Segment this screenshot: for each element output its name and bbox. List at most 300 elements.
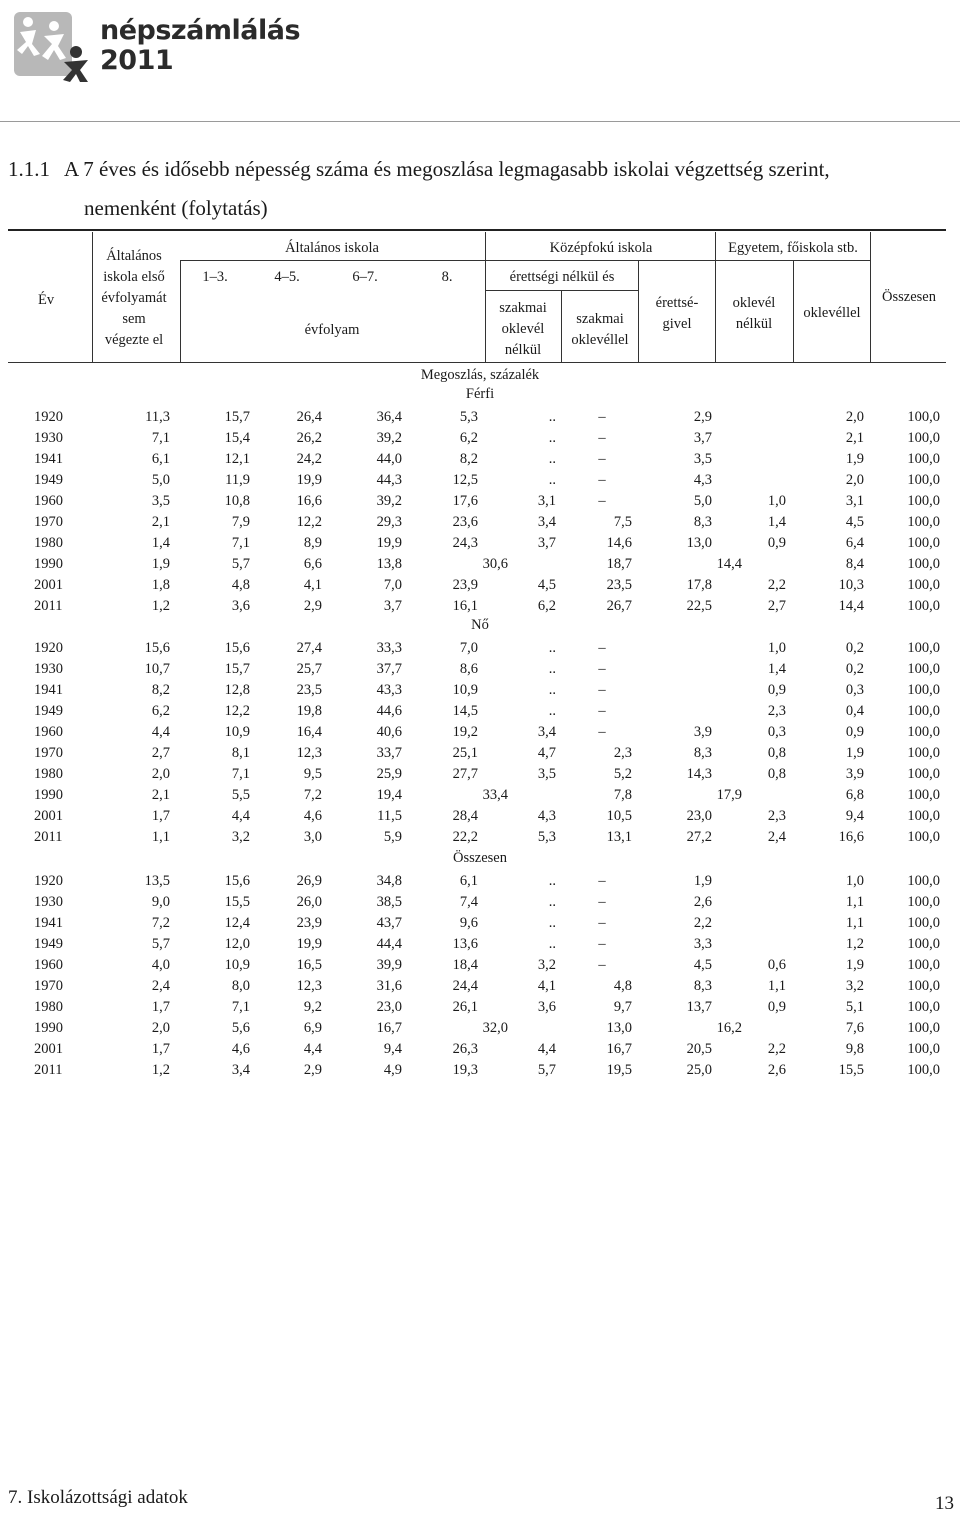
cell-szakmai-oklevel-nelkul: ..: [548, 409, 556, 425]
cell-osszesen: 100,0: [907, 1041, 940, 1057]
table-row: [0, 997, 960, 1018]
cell-szakmai-oklevel-nelkul: ..: [548, 430, 556, 446]
cell-szakmai-oklevellel: 19,5: [606, 1062, 632, 1078]
cell-grade-4-5: 25,7: [296, 661, 322, 677]
cell-osszesen: 100,0: [907, 936, 940, 952]
cell-grade-1-3: 5,6: [231, 1020, 250, 1036]
cell-osszesen: 100,0: [907, 493, 940, 509]
cell-oklevellel: 2,0: [845, 472, 864, 488]
cell-grade-6-7: 9,4: [383, 1041, 402, 1057]
cell-erettsegivel: 27,2: [686, 829, 712, 845]
header-divider: [0, 121, 960, 122]
cell-oklevellel: 0,3: [845, 682, 864, 698]
cell-grade-8: 8,6: [459, 661, 478, 677]
cell-szakmai-oklevel-nelkul: 4,5: [537, 577, 556, 593]
header-grid-line: [561, 290, 562, 362]
cell-elso-evfolyam-nelkul: 1,4: [151, 535, 170, 551]
header-col1-l3: évfolyamát: [101, 290, 167, 306]
cell-erettsegivel: 13,0: [686, 535, 712, 551]
cell-oklevel-nelkul: 1,0: [767, 640, 786, 656]
section-label: Összesen: [453, 850, 507, 866]
cell-grade-8: 32,0: [482, 1020, 508, 1036]
cell-year: 1960: [34, 493, 63, 509]
cell-elso-evfolyam-nelkul: 4,0: [151, 957, 170, 973]
cell-grade-8: 10,9: [452, 682, 478, 698]
table-row: [0, 806, 960, 827]
cell-szakmai-oklevel-nelkul: ..: [548, 915, 556, 931]
cell-szakmai-oklevellel: 18,7: [606, 556, 632, 572]
cell-osszesen: 100,0: [907, 640, 940, 656]
header-grid-line: [180, 260, 181, 362]
header-erettsegivel-l1: érettsé-: [655, 295, 699, 311]
cell-elso-evfolyam-nelkul: 10,7: [144, 661, 170, 677]
cell-grade-8: 19,2: [452, 724, 478, 740]
cell-grade-8: 13,6: [452, 936, 478, 952]
header-year: Év: [38, 292, 55, 308]
cell-year: 2011: [34, 829, 63, 845]
cell-osszesen: 100,0: [907, 787, 940, 803]
cell-szakmai-oklevellel: 13,1: [606, 829, 632, 845]
table-row: [0, 533, 960, 554]
cell-elso-evfolyam-nelkul: 1,7: [151, 999, 170, 1015]
header-osszesen: Összesen: [882, 289, 936, 305]
cell-grade-4-5: 12,3: [296, 978, 322, 994]
cell-szakmai-oklevel-nelkul: ..: [548, 472, 556, 488]
unit-caption: Megoszlás, százalék: [420, 367, 540, 383]
header-oklevel-nelkul-l2: nélkül: [735, 316, 773, 332]
cell-grade-4-5: 23,9: [296, 915, 322, 931]
cell-grade-8: 18,4: [452, 957, 478, 973]
cell-szakmai-oklevel-nelkul: ..: [548, 640, 556, 656]
cell-osszesen: 100,0: [907, 745, 940, 761]
cell-oklevellel: 3,9: [845, 766, 864, 782]
cell-year: 1949: [34, 472, 63, 488]
cell-grade-6-7: 3,7: [383, 598, 402, 614]
cell-grade-4-5: 23,5: [296, 682, 322, 698]
cell-year: 1920: [34, 409, 63, 425]
cell-szakmai-oklevel-nelkul: 3,1: [537, 493, 556, 509]
cell-erettsegivel: 20,5: [686, 1041, 712, 1057]
cell-year: 2001: [34, 1041, 63, 1057]
cell-szakmai-oklevellel: –: [598, 409, 606, 425]
cell-grade-1-3: 12,0: [224, 936, 250, 952]
cell-year: 1960: [34, 724, 63, 740]
cell-grade-1-3: 5,5: [231, 787, 250, 803]
cell-elso-evfolyam-nelkul: 2,1: [151, 787, 170, 803]
cell-grade-4-5: 4,4: [303, 1041, 322, 1057]
cell-oklevellel: 15,5: [838, 1062, 864, 1078]
cell-grade-6-7: 5,9: [383, 829, 402, 845]
title-text-line2: nemenként (folytatás): [84, 196, 268, 220]
cell-oklevellel: 1,9: [845, 957, 864, 973]
cell-szakmai-oklevellel: 7,5: [613, 514, 632, 530]
cell-erettsegivel: 4,3: [693, 472, 712, 488]
cell-elso-evfolyam-nelkul: 1,1: [151, 829, 170, 845]
cell-elso-evfolyam-nelkul: 6,2: [151, 703, 170, 719]
cell-erettsegivel: 3,7: [693, 430, 712, 446]
cell-szakmai-oklevel-nelkul: 3,4: [537, 514, 556, 530]
cell-grade-8: 9,6: [459, 915, 478, 931]
cell-oklevel-nelkul: 1,4: [767, 514, 786, 530]
cell-szakmai-oklevel-nelkul: ..: [548, 682, 556, 698]
cell-oklevellel: 1,2: [845, 936, 864, 952]
cell-erettsegivel: 2,6: [693, 894, 712, 910]
cell-grade-8: 25,1: [452, 745, 478, 761]
cell-grade-6-7: 39,2: [376, 430, 402, 446]
cell-oklevellel: 0,2: [845, 640, 864, 656]
table-row: [0, 1039, 960, 1060]
cell-osszesen: 100,0: [907, 724, 940, 740]
cell-szakmai-oklevellel: 9,7: [613, 999, 632, 1015]
cell-szakmai-oklevel-nelkul: ..: [548, 873, 556, 889]
cell-elso-evfolyam-nelkul: 8,2: [151, 682, 170, 698]
cell-grade-8: 23,9: [452, 577, 478, 593]
cell-osszesen: 100,0: [907, 1020, 940, 1036]
cell-grade-6-7: 31,6: [376, 978, 402, 994]
cell-erettsegivel: 3,3: [693, 936, 712, 952]
cell-oklevel-nelkul: 2,2: [767, 577, 786, 593]
cell-elso-evfolyam-nelkul: 5,0: [151, 472, 170, 488]
cell-grade-4-5: 4,1: [303, 577, 322, 593]
cell-oklevellel: 6,4: [845, 535, 864, 551]
cell-szakmai-oklevel-nelkul: ..: [548, 661, 556, 677]
header-szakmai-oklevellel-l1: szakmai: [576, 311, 624, 327]
cell-year: 1941: [34, 915, 63, 931]
header-szakmai-oklevellel-l2: oklevéllel: [571, 332, 629, 348]
cell-grade-8: 8,2: [459, 451, 478, 467]
cell-szakmai-oklevel-nelkul: 4,3: [537, 808, 556, 824]
cell-szakmai-oklevellel: –: [598, 915, 606, 931]
logo-line2: 2011: [100, 45, 174, 76]
cell-year: 1941: [34, 451, 63, 467]
cell-szakmai-oklevellel: 2,3: [613, 745, 632, 761]
table-row: [0, 955, 960, 976]
cell-grade-1-3: 15,7: [224, 409, 250, 425]
cell-grade-6-7: 13,8: [376, 556, 402, 572]
cell-szakmai-oklevel-nelkul: 3,5: [537, 766, 556, 782]
cell-elso-evfolyam-nelkul: 7,1: [151, 430, 170, 446]
cell-osszesen: 100,0: [907, 873, 940, 889]
cell-grade-1-3: 4,6: [231, 1041, 250, 1057]
cell-oklevel-nelkul: 0,9: [767, 535, 786, 551]
cell-erettsegivel: 23,0: [686, 808, 712, 824]
header-col1-l1: Általános: [106, 248, 162, 264]
cell-szakmai-oklevellel: –: [598, 682, 606, 698]
cell-szakmai-oklevellel: 14,6: [606, 535, 632, 551]
cell-erettsegivel: 3,9: [693, 724, 712, 740]
cell-grade-1-3: 15,4: [224, 430, 250, 446]
cell-grade-4-5: 16,5: [296, 957, 322, 973]
header-col1-l4: sem: [122, 311, 146, 327]
table-row: [0, 659, 960, 680]
header-erettsegi-nelkul: érettségi nélkül és: [509, 269, 615, 285]
header-grid-line: [180, 260, 870, 261]
cell-oklevellel: 1,1: [845, 915, 864, 931]
cell-year: 2011: [34, 598, 63, 614]
cell-oklevellel: 1,9: [845, 745, 864, 761]
header-szakmai-nelkul-l1: szakmai: [499, 300, 547, 316]
cell-year: 1930: [34, 661, 63, 677]
cell-osszesen: 100,0: [907, 577, 940, 593]
cell-oklevellel: 6,8: [845, 787, 864, 803]
title-text-line1: A 7 éves és idősebb népesség száma és megoszlása legmagasabb iskolai végzettség szerint,: [64, 157, 830, 181]
cell-oklevel-nelkul: 0,3: [767, 724, 786, 740]
table-row: [0, 764, 960, 785]
cell-osszesen: 100,0: [907, 556, 940, 572]
header-grid-line: [92, 232, 93, 362]
cell-grade-1-3: 8,1: [231, 745, 250, 761]
cell-grade-1-3: 12,4: [224, 915, 250, 931]
table-row: [0, 1018, 960, 1039]
table-row: [0, 428, 960, 449]
cell-grade-8: 26,3: [452, 1041, 478, 1057]
cell-oklevellel: 4,5: [845, 514, 864, 530]
cell-erettsegivel: 2,2: [693, 915, 712, 931]
cell-oklevel-nelkul: 1,4: [767, 661, 786, 677]
cell-szakmai-oklevellel: –: [598, 640, 606, 656]
cell-oklevellel: 0,2: [845, 661, 864, 677]
cell-szakmai-oklevellel: 5,2: [613, 766, 632, 782]
cell-oklevellel: 10,3: [838, 577, 864, 593]
cell-year: 1930: [34, 430, 63, 446]
header-szakmai-nelkul-l2: oklevél: [501, 321, 545, 337]
table-row: [0, 407, 960, 428]
cell-grade-4-5: 7,2: [303, 787, 322, 803]
header-grid-line: [870, 232, 871, 362]
cell-erettsegivel: 16,2: [716, 1020, 742, 1036]
cell-szakmai-oklevel-nelkul: ..: [548, 703, 556, 719]
table-row: [0, 785, 960, 806]
cell-oklevellel: 5,1: [845, 999, 864, 1015]
cell-szakmai-oklevel-nelkul: ..: [548, 894, 556, 910]
header-col1-l5: végezte el: [104, 332, 164, 348]
cell-osszesen: 100,0: [907, 514, 940, 530]
cell-elso-evfolyam-nelkul: 3,5: [151, 493, 170, 509]
cell-erettsegivel: 2,9: [693, 409, 712, 425]
cell-elso-evfolyam-nelkul: 2,7: [151, 745, 170, 761]
cell-szakmai-oklevellel: 7,8: [613, 787, 632, 803]
cell-grade-1-3: 10,8: [224, 493, 250, 509]
cell-elso-evfolyam-nelkul: 6,1: [151, 451, 170, 467]
cell-year: 1949: [34, 703, 63, 719]
cell-grade-1-3: 7,9: [231, 514, 250, 530]
cell-elso-evfolyam-nelkul: 5,7: [151, 936, 170, 952]
cell-oklevel-nelkul: 1,0: [767, 493, 786, 509]
cell-grade-8: 27,7: [452, 766, 478, 782]
table-row: [0, 934, 960, 955]
cell-grade-4-5: 9,5: [303, 766, 322, 782]
header-grid-line: [485, 290, 638, 291]
table-row: [0, 638, 960, 659]
cell-grade-1-3: 3,6: [231, 598, 250, 614]
cell-grade-8: 24,4: [452, 978, 478, 994]
header-grade-1-3: 1–3.: [202, 269, 228, 285]
cell-elso-evfolyam-nelkul: 2,1: [151, 514, 170, 530]
cell-oklevel-nelkul: 2,7: [767, 598, 786, 614]
cell-year: 2001: [34, 577, 63, 593]
cell-szakmai-oklevel-nelkul: 3,7: [537, 535, 556, 551]
cell-szakmai-oklevellel: 13,0: [606, 1020, 632, 1036]
cell-grade-4-5: 4,6: [303, 808, 322, 824]
cell-oklevellel: 7,6: [845, 1020, 864, 1036]
cell-grade-8: 23,6: [452, 514, 478, 530]
cell-grade-8: 24,3: [452, 535, 478, 551]
cell-szakmai-oklevel-nelkul: 3,2: [537, 957, 556, 973]
cell-szakmai-oklevellel: 23,5: [606, 577, 632, 593]
cell-grade-4-5: 24,2: [296, 451, 322, 467]
header-grade-4-5: 4–5.: [274, 269, 300, 285]
cell-grade-4-5: 27,4: [296, 640, 322, 656]
cell-grade-1-3: 8,0: [231, 978, 250, 994]
table-row: [0, 512, 960, 533]
cell-erettsegivel: 13,7: [686, 999, 712, 1015]
cell-grade-1-3: 15,7: [224, 661, 250, 677]
cell-grade-1-3: 5,7: [231, 556, 250, 572]
cell-grade-4-5: 3,0: [303, 829, 322, 845]
cell-osszesen: 100,0: [907, 957, 940, 973]
cell-grade-1-3: 12,8: [224, 682, 250, 698]
cell-osszesen: 100,0: [907, 1062, 940, 1078]
cell-grade-1-3: 4,4: [231, 808, 250, 824]
cell-year: 1949: [34, 936, 63, 952]
cell-grade-8: 26,1: [452, 999, 478, 1015]
cell-grade-1-3: 7,1: [231, 535, 250, 551]
cell-oklevel-nelkul: 1,1: [767, 978, 786, 994]
cell-szakmai-oklevellel: –: [598, 472, 606, 488]
cell-grade-1-3: 12,2: [224, 703, 250, 719]
section-label: Nő: [471, 617, 489, 633]
header-egyetem: Egyetem, főiskola stb.: [728, 240, 858, 256]
table-row: [0, 722, 960, 743]
header-grade-8: 8.: [441, 269, 453, 285]
cell-grade-6-7: 4,9: [383, 1062, 402, 1078]
cell-year: 1930: [34, 894, 63, 910]
section-label: Férfi: [465, 386, 495, 402]
cell-grade-1-3: 10,9: [224, 724, 250, 740]
table-row: [0, 575, 960, 596]
cell-szakmai-oklevel-nelkul: 4,7: [537, 745, 556, 761]
cell-oklevellel: 8,4: [845, 556, 864, 572]
cell-grade-6-7: 34,8: [376, 873, 402, 889]
cell-grade-6-7: 44,0: [376, 451, 402, 467]
cell-erettsegivel: 17,8: [686, 577, 712, 593]
header-kozepfoku-iskola: Középfokú iskola: [549, 240, 653, 256]
cell-year: 1920: [34, 640, 63, 656]
cell-grade-6-7: 33,3: [376, 640, 402, 656]
cell-grade-6-7: 25,9: [376, 766, 402, 782]
cell-szakmai-oklevellel: –: [598, 894, 606, 910]
cell-year: 1990: [34, 787, 63, 803]
cell-grade-4-5: 16,4: [296, 724, 322, 740]
cell-grade-1-3: 15,6: [224, 640, 250, 656]
cell-szakmai-oklevel-nelkul: 5,7: [537, 1062, 556, 1078]
cell-szakmai-oklevellel: –: [598, 936, 606, 952]
cell-year: 1980: [34, 766, 63, 782]
cell-szakmai-oklevel-nelkul: 6,2: [537, 598, 556, 614]
cell-osszesen: 100,0: [907, 894, 940, 910]
cell-grade-4-5: 2,9: [303, 598, 322, 614]
cell-erettsegivel: 4,5: [693, 957, 712, 973]
cell-oklevellel: 16,6: [838, 829, 864, 845]
cell-szakmai-oklevel-nelkul: 5,3: [537, 829, 556, 845]
cell-grade-4-5: 12,3: [296, 745, 322, 761]
header-grid-line: [485, 232, 486, 362]
cell-grade-1-3: 7,1: [231, 999, 250, 1015]
table-top-rule: [8, 229, 946, 231]
table-row: [0, 892, 960, 913]
table-row: [0, 913, 960, 934]
cell-grade-6-7: 19,9: [376, 535, 402, 551]
cell-oklevellel: 2,0: [845, 409, 864, 425]
cell-oklevel-nelkul: 2,3: [767, 703, 786, 719]
cell-szakmai-oklevellel: –: [598, 957, 606, 973]
cell-elso-evfolyam-nelkul: 1,8: [151, 577, 170, 593]
cell-elso-evfolyam-nelkul: 7,2: [151, 915, 170, 931]
cell-osszesen: 100,0: [907, 915, 940, 931]
cell-szakmai-oklevellel: –: [598, 873, 606, 889]
cell-oklevellel: 2,1: [845, 430, 864, 446]
cell-osszesen: 100,0: [907, 451, 940, 467]
cell-elso-evfolyam-nelkul: 1,7: [151, 808, 170, 824]
cell-grade-8: 30,6: [482, 556, 508, 572]
cell-szakmai-oklevel-nelkul: 4,1: [537, 978, 556, 994]
cell-osszesen: 100,0: [907, 661, 940, 677]
cell-oklevel-nelkul: 0,8: [767, 766, 786, 782]
table-title: [8, 150, 948, 228]
census-logo: [8, 4, 308, 84]
cell-grade-6-7: 44,4: [376, 936, 402, 952]
cell-grade-6-7: 19,4: [376, 787, 402, 803]
cell-erettsegivel: 14,3: [686, 766, 712, 782]
cell-grade-1-3: 10,9: [224, 957, 250, 973]
cell-grade-4-5: 19,9: [296, 936, 322, 952]
cell-grade-8: 22,2: [452, 829, 478, 845]
cell-grade-4-5: 26,9: [296, 873, 322, 889]
cell-year: 1960: [34, 957, 63, 973]
header-erettsegivel-l2: givel: [662, 316, 692, 332]
cell-oklevellel: 3,2: [845, 978, 864, 994]
header-oklevellel: oklevéllel: [803, 305, 861, 321]
cell-grade-1-3: 12,1: [224, 451, 250, 467]
cell-erettsegivel: 1,9: [693, 873, 712, 889]
cell-grade-4-5: 26,4: [296, 409, 322, 425]
footer-chapter: 7. Iskolázottsági adatok: [8, 1487, 188, 1508]
cell-oklevellel: 0,9: [845, 724, 864, 740]
cell-erettsegivel: 8,3: [693, 514, 712, 530]
cell-elso-evfolyam-nelkul: 2,0: [151, 766, 170, 782]
cell-szakmai-oklevel-nelkul: 4,4: [537, 1041, 556, 1057]
cell-grade-4-5: 26,2: [296, 430, 322, 446]
cell-erettsegivel: 22,5: [686, 598, 712, 614]
cell-oklevellel: 9,4: [845, 808, 864, 824]
cell-elso-evfolyam-nelkul: 11,3: [145, 409, 170, 425]
cell-erettsegivel: 5,0: [693, 493, 712, 509]
cell-szakmai-oklevellel: 16,7: [606, 1041, 632, 1057]
cell-grade-1-3: 7,1: [231, 766, 250, 782]
header-grid-line: [715, 232, 716, 362]
header-grid-line: [638, 260, 639, 362]
cell-osszesen: 100,0: [907, 430, 940, 446]
cell-grade-1-3: 15,6: [224, 873, 250, 889]
cell-szakmai-oklevellel: 10,5: [606, 808, 632, 824]
logo-wordmark: [100, 16, 300, 76]
cell-oklevel-nelkul: 0,9: [767, 682, 786, 698]
cell-szakmai-oklevel-nelkul: ..: [548, 936, 556, 952]
cell-year: 2011: [34, 1062, 63, 1078]
cell-oklevel-nelkul: 2,4: [767, 829, 786, 845]
cell-grade-8: 19,3: [452, 1062, 478, 1078]
cell-szakmai-oklevellel: –: [598, 703, 606, 719]
